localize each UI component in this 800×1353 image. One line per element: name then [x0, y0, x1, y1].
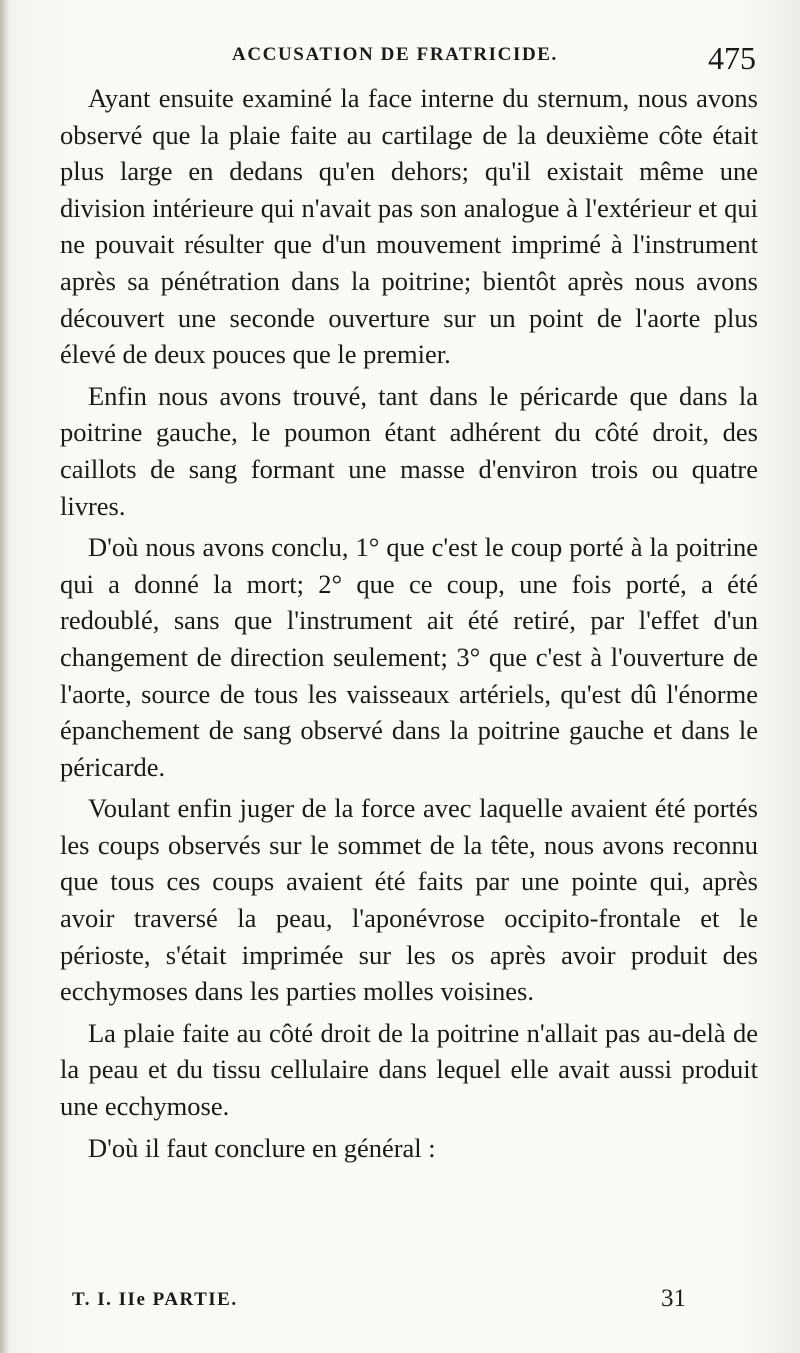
paragraph: D'où nous avons conclu, 1° que c'est le coup porté à la poitrine qui a donné la mort; 2° que ce coup, une fois porté, a été redoublé, sans que l'instrument ait été retiré, par l'effet d'un changement de direction seulement; 3° que c'est à l'ouverture de l'aorte, source de tous les vaisseaux artériels, qu'est dû l'énorme épanchement de sang observé dans la poitrine gauche et dans le péricarde. [60, 532, 758, 782]
paragraph: Voulant enfin juger de la force avec laquelle avaient été portés les coups observés sur le sommet de la tête, nous avons reconnu que tous ces coups avaient été faits par une pointe qui, après avoir traversé la peau, l'aponévrose occipito-frontale et le périoste, s'était imprimée sur les os après avoir produit des ecchymoses dans les parties molles voisines. [60, 793, 758, 1007]
page-header [60, 40, 760, 84]
paragraph: Ayant ensuite examiné la face interne du sternum, nous avons observé que la plaie faite au cartilage de la deuxième côte était plus large en dedans qu'en dehors; qu'il existait même une division intérieure qui n'avait pas son analogue à l'extérieur et qui ne pouvait résulter que d'un mouvement imprimé à l'instrument après sa pénétration dans la poitrine; bientôt après nous avons découvert une seconde ouverture sur un point de l'aorte plus élevé de deux pouces que le premier. [60, 83, 758, 370]
page-gutter-shadow [0, 0, 10, 1353]
page-number: 475 [708, 40, 756, 76]
running-title: ACCUSATION DE FRATRICIDE. [232, 44, 558, 65]
page-footer [72, 1285, 686, 1325]
sheet-number: 31 [661, 1285, 686, 1312]
paragraph: La plaie faite au côté droit de la poitrine n'allait pas au-delà de la peau et du tissu cellulaire dans lequel elle avait aussi produit une ecchymose. [60, 1017, 758, 1122]
paragraph: Enfin nous avons trouvé, tant dans le péricarde que dans la poitrine gauche, le poumon étant adhérent du côté droit, des caillots de sang formant une masse d'environ trois ou quatre livres. [60, 380, 758, 521]
paragraph: D'où il faut conclure en général : [88, 1132, 436, 1163]
page-body [60, 80, 758, 1166]
signature-mark: T. I. IIe PARTIE. [72, 1289, 238, 1310]
